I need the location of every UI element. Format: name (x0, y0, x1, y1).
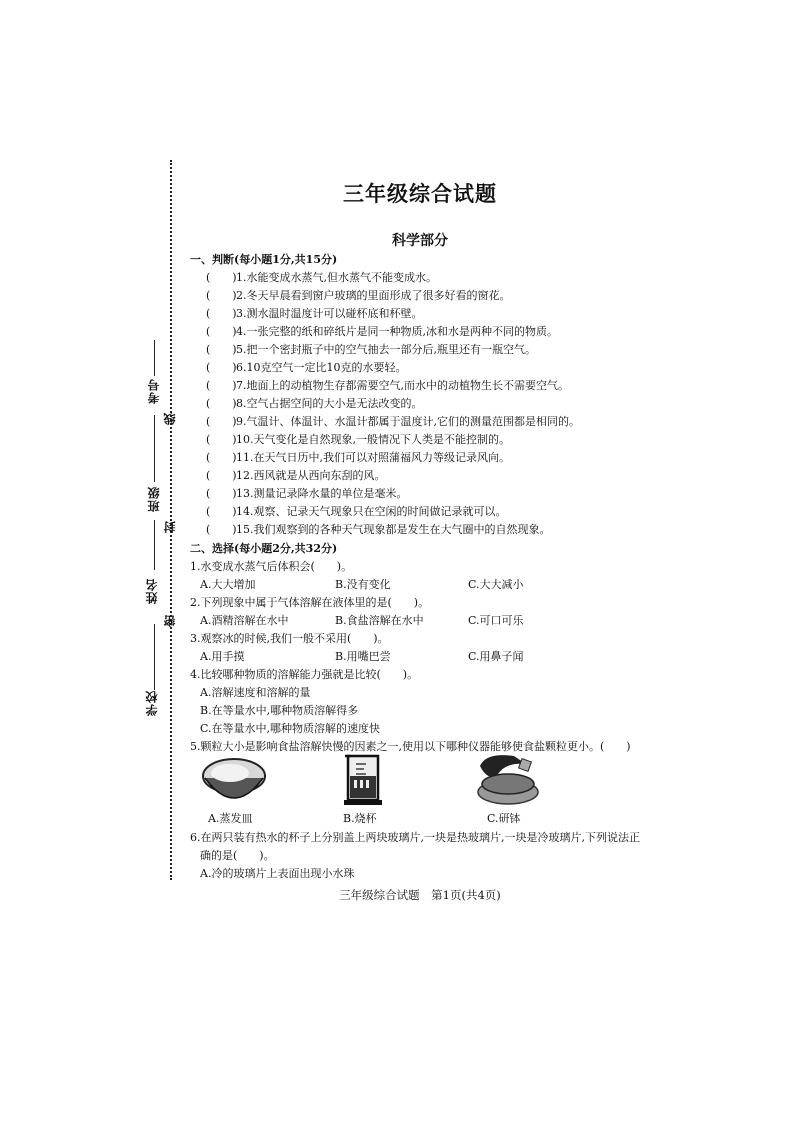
answer-bracket: ( ) (206, 487, 237, 500)
mortar-pestle-image (474, 748, 542, 806)
mc-question-5: 5.颗粒大小是影响食盐溶解快慢的因素之一,使用以下哪种仪器能够使食盐颗粒更小。( ) (190, 740, 631, 753)
mc3-option-b: B.用嘴巴尝 (335, 650, 391, 663)
answer-bracket: ( ) (206, 379, 237, 392)
tf-item-2: ( )2.冬天早晨看到窗户玻璃的里面形成了很多好看的窗花。 (206, 289, 511, 302)
answer-bracket: ( ) (206, 289, 237, 302)
answer-bracket: ( ) (206, 325, 237, 338)
school-label: 学校 (145, 690, 159, 716)
class-label: 班级 (147, 486, 161, 512)
answer-bracket: ( ) (206, 505, 237, 518)
tf-item-7: ( )7.地面上的动植物生存都需要空气,而水中的动植物生长不需要空气。 (206, 379, 569, 392)
answer-bracket: ( ) (206, 343, 237, 356)
tf-item-4: ( )4.一张完整的纸和碎纸片是同一种物质,冰和水是两种不同的物质。 (206, 325, 558, 338)
section2-header: 二、选择(每小题2分,共32分) (190, 542, 338, 555)
mc5-option-b: B.烧杯 (343, 812, 377, 825)
mc4-option-a: A.溶解速度和溶解的量 (200, 686, 311, 699)
section1-header: 一、判断(每小题1分,共15分) (190, 253, 338, 266)
answer-bracket: ( ) (206, 451, 237, 464)
answer-bracket: ( ) (206, 361, 237, 374)
beaker-image (342, 752, 384, 806)
seal-char-feng: 封 (163, 520, 177, 533)
page-title: 三年级综合试题 (343, 181, 497, 206)
exam-number-blank (154, 340, 155, 376)
mc-question-1: 1.水变成水蒸气后体积会( )。 (190, 560, 353, 573)
mc4-option-b: B.在等量水中,哪种物质溶解得多 (200, 704, 359, 717)
seal-char-xian: 线 (163, 412, 177, 425)
class-blank-lower (154, 520, 155, 570)
mc3-option-c: C.用鼻子闻 (468, 650, 524, 663)
tf-item-9: ( )9.气温计、体温计、水温计都属于温度计,它们的测量范围都是相同的。 (206, 415, 580, 428)
answer-bracket: ( ) (206, 397, 237, 410)
name-label: 姓名 (145, 578, 159, 604)
answer-bracket: ( ) (206, 469, 237, 482)
mc-question-6-line2: 确的是( )。 (200, 849, 275, 862)
mc2-option-a: A.酒精溶解在水中 (200, 614, 289, 627)
class-blank (154, 448, 155, 482)
answer-bracket: ( ) (206, 523, 237, 536)
mc1-option-a: A.大大增加 (200, 578, 256, 591)
mc6-option-a: A.冷的玻璃片上表面出现小水珠 (200, 867, 355, 880)
mc5-option-a: A.蒸发皿 (208, 812, 253, 825)
mc-question-3: 3.观察冰的时候,我们一般不采用( )。 (190, 632, 389, 645)
tf-item-1: ( )1.水能变成水蒸气,但水蒸气不能变成水。 (206, 271, 437, 284)
tf-item-15: ( )15.我们观察到的各种天气现象都是发生在大气圈中的自然现象。 (206, 523, 551, 536)
mc4-option-c: C.在等量水中,哪种物质溶解的速度快 (200, 722, 381, 735)
tf-item-6: ( )6.10克空气一定比10克的水要轻。 (206, 361, 407, 374)
mc3-option-a: A.用手摸 (200, 650, 245, 663)
answer-bracket: ( ) (206, 307, 237, 320)
tf-item-3: ( )3.测水温时温度计可以碰杯底和杯壁。 (206, 307, 423, 320)
mc1-option-b: B.没有变化 (335, 578, 391, 591)
mc2-option-c: C.可口可乐 (468, 614, 524, 627)
section-subtitle: 科学部分 (392, 233, 448, 249)
evaporating-dish-image (200, 756, 268, 806)
exam-number-label: 考号 (147, 378, 161, 404)
seal-char-mi: 密 (163, 614, 177, 627)
mc5-option-c: C.研钵 (487, 812, 521, 825)
school-blank (154, 650, 155, 690)
page-footer: 三年级综合试题 第1页(共4页) (339, 888, 501, 902)
tf-item-12: ( )12.西风就是从西向东刮的风。 (206, 469, 386, 482)
tf-item-8: ( )8.空气占据空间的大小是无法改变的。 (206, 397, 423, 410)
answer-bracket: ( ) (206, 271, 237, 284)
tf-item-10: ( )10.天气变化是自然现象,一般情况下人类是不能控制的。 (206, 433, 510, 446)
tf-item-14: ( )14.观察、记录天气现象只在空闲的时间做记录就可以。 (206, 505, 507, 518)
tf-item-5: ( )5.把一个密封瓶子中的空气抽去一部分后,瓶里还有一瓶空气。 (206, 343, 536, 356)
mc-question-4: 4.比较哪种物质的溶解能力强就是比较( )。 (190, 668, 419, 681)
mc-question-2: 2.下列现象中属于气体溶解在液体里的是( )。 (190, 596, 430, 609)
mc-question-6-line1: 6.在两只装有热水的杯子上分别盖上两块玻璃片,一块是热玻璃片,一块是冷玻璃片,下列说法正 (190, 831, 640, 844)
tf-item-11: ( )11.在天气日历中,我们可以对照蒲福风力等级记录风向。 (206, 451, 510, 464)
mc1-option-c: C.大大减小 (468, 578, 524, 591)
answer-bracket: ( ) (206, 433, 237, 446)
mc2-option-b: B.食盐溶解在水中 (335, 614, 424, 627)
tf-item-13: ( )13.测量记录降水量的单位是毫米。 (206, 487, 408, 500)
answer-bracket: ( ) (206, 415, 237, 428)
